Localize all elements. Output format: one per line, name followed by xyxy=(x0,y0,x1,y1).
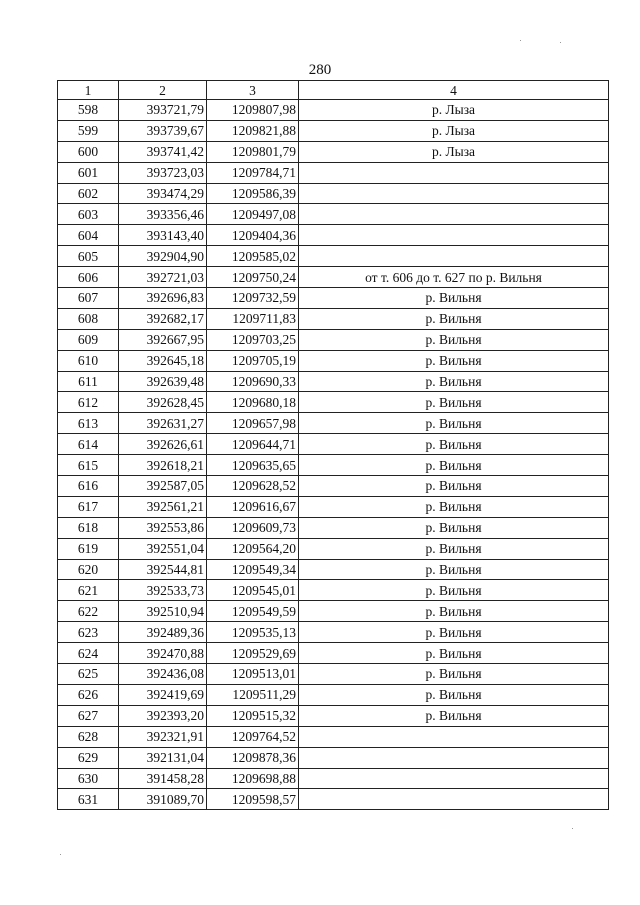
table-row xyxy=(58,789,609,810)
description-cell: р. Лыза xyxy=(299,100,609,121)
description-cell xyxy=(299,204,609,225)
x-coordinate-cell: 391089,70 xyxy=(119,789,207,810)
description-cell: р. Лыза xyxy=(299,141,609,162)
point-number-cell: 618 xyxy=(58,517,119,538)
header-col-1: 1 xyxy=(58,81,119,100)
point-number-cell: 630 xyxy=(58,768,119,789)
table-row xyxy=(58,183,609,204)
x-coordinate-cell: 392561,21 xyxy=(119,496,207,517)
table-header-row xyxy=(58,81,609,100)
x-coordinate-cell: 392551,04 xyxy=(119,538,207,559)
coordinates-table xyxy=(57,80,609,810)
y-coordinate-cell: 1209515,32 xyxy=(207,705,299,726)
y-coordinate-cell: 1209703,25 xyxy=(207,329,299,350)
point-number-cell: 617 xyxy=(58,496,119,517)
y-coordinate-cell: 1209657,98 xyxy=(207,413,299,434)
table-row xyxy=(58,162,609,183)
point-number-cell: 623 xyxy=(58,622,119,643)
y-coordinate-cell: 1209732,59 xyxy=(207,288,299,309)
point-number-cell: 607 xyxy=(58,288,119,309)
table-row xyxy=(58,768,609,789)
y-coordinate-cell: 1209801,79 xyxy=(207,141,299,162)
description-cell: р. Вильня xyxy=(299,476,609,497)
table-row xyxy=(58,476,609,497)
table-row xyxy=(58,747,609,768)
x-coordinate-cell: 392510,94 xyxy=(119,601,207,622)
table-row xyxy=(58,684,609,705)
table-row xyxy=(58,580,609,601)
point-number-cell: 608 xyxy=(58,308,119,329)
x-coordinate-cell: 392419,69 xyxy=(119,684,207,705)
x-coordinate-cell: 392470,88 xyxy=(119,643,207,664)
y-coordinate-cell: 1209549,59 xyxy=(207,601,299,622)
y-coordinate-cell: 1209497,08 xyxy=(207,204,299,225)
point-number-cell: 606 xyxy=(58,267,119,288)
x-coordinate-cell: 392436,08 xyxy=(119,664,207,685)
point-number-cell: 599 xyxy=(58,120,119,141)
y-coordinate-cell: 1209404,36 xyxy=(207,225,299,246)
table-row xyxy=(58,517,609,538)
y-coordinate-cell: 1209545,01 xyxy=(207,580,299,601)
description-cell: р. Вильня xyxy=(299,664,609,685)
description-cell xyxy=(299,183,609,204)
point-number-cell: 624 xyxy=(58,643,119,664)
description-cell: р. Вильня xyxy=(299,329,609,350)
table-row xyxy=(58,100,609,121)
x-coordinate-cell: 392639,48 xyxy=(119,371,207,392)
description-cell xyxy=(299,726,609,747)
x-coordinate-cell: 392631,27 xyxy=(119,413,207,434)
point-number-cell: 600 xyxy=(58,141,119,162)
table-row xyxy=(58,538,609,559)
table-row xyxy=(58,371,609,392)
point-number-cell: 605 xyxy=(58,246,119,267)
point-number-cell: 604 xyxy=(58,225,119,246)
header-col-4: 4 xyxy=(299,81,609,100)
point-number-cell: 612 xyxy=(58,392,119,413)
table-row xyxy=(58,496,609,517)
x-coordinate-cell: 392553,86 xyxy=(119,517,207,538)
point-number-cell: 614 xyxy=(58,434,119,455)
scan-speck xyxy=(572,828,573,829)
y-coordinate-cell: 1209750,24 xyxy=(207,267,299,288)
description-cell: р. Вильня xyxy=(299,455,609,476)
table-row xyxy=(58,726,609,747)
description-cell: р. Вильня xyxy=(299,622,609,643)
description-cell: р. Вильня xyxy=(299,350,609,371)
y-coordinate-cell: 1209513,01 xyxy=(207,664,299,685)
x-coordinate-cell: 392393,20 xyxy=(119,705,207,726)
y-coordinate-cell: 1209690,33 xyxy=(207,371,299,392)
description-cell: р. Вильня xyxy=(299,601,609,622)
table-row xyxy=(58,288,609,309)
y-coordinate-cell: 1209878,36 xyxy=(207,747,299,768)
point-number-cell: 627 xyxy=(58,705,119,726)
x-coordinate-cell: 391458,28 xyxy=(119,768,207,789)
x-coordinate-cell: 392645,18 xyxy=(119,350,207,371)
point-number-cell: 611 xyxy=(58,371,119,392)
y-coordinate-cell: 1209598,57 xyxy=(207,789,299,810)
description-cell: р. Вильня xyxy=(299,684,609,705)
point-number-cell: 615 xyxy=(58,455,119,476)
y-coordinate-cell: 1209784,71 xyxy=(207,162,299,183)
x-coordinate-cell: 393474,29 xyxy=(119,183,207,204)
x-coordinate-cell: 392544,81 xyxy=(119,559,207,580)
table-row xyxy=(58,643,609,664)
table-row xyxy=(58,350,609,371)
point-number-cell: 610 xyxy=(58,350,119,371)
table-row xyxy=(58,204,609,225)
point-number-cell: 621 xyxy=(58,580,119,601)
x-coordinate-cell: 393741,42 xyxy=(119,141,207,162)
description-cell: р. Вильня xyxy=(299,413,609,434)
point-number-cell: 631 xyxy=(58,789,119,810)
x-coordinate-cell: 392628,45 xyxy=(119,392,207,413)
y-coordinate-cell: 1209529,69 xyxy=(207,643,299,664)
table-row xyxy=(58,225,609,246)
x-coordinate-cell: 392618,21 xyxy=(119,455,207,476)
point-number-cell: 622 xyxy=(58,601,119,622)
y-coordinate-cell: 1209711,83 xyxy=(207,308,299,329)
x-coordinate-cell: 393356,46 xyxy=(119,204,207,225)
table-row xyxy=(58,267,609,288)
table-row xyxy=(58,559,609,580)
y-coordinate-cell: 1209586,39 xyxy=(207,183,299,204)
description-cell: р. Вильня xyxy=(299,434,609,455)
x-coordinate-cell: 393723,03 xyxy=(119,162,207,183)
y-coordinate-cell: 1209616,67 xyxy=(207,496,299,517)
table-row xyxy=(58,622,609,643)
table-row xyxy=(58,434,609,455)
x-coordinate-cell: 392696,83 xyxy=(119,288,207,309)
y-coordinate-cell: 1209764,52 xyxy=(207,726,299,747)
table-row xyxy=(58,455,609,476)
description-cell xyxy=(299,162,609,183)
description-cell: р. Лыза xyxy=(299,120,609,141)
x-coordinate-cell: 393739,67 xyxy=(119,120,207,141)
table-row xyxy=(58,141,609,162)
description-cell: р. Вильня xyxy=(299,392,609,413)
x-coordinate-cell: 393143,40 xyxy=(119,225,207,246)
description-cell: р. Вильня xyxy=(299,643,609,664)
point-number-cell: 601 xyxy=(58,162,119,183)
point-number-cell: 628 xyxy=(58,726,119,747)
x-coordinate-cell: 392626,61 xyxy=(119,434,207,455)
x-coordinate-cell: 392682,17 xyxy=(119,308,207,329)
description-cell xyxy=(299,246,609,267)
description-cell xyxy=(299,747,609,768)
x-coordinate-cell: 392489,36 xyxy=(119,622,207,643)
y-coordinate-cell: 1209680,18 xyxy=(207,392,299,413)
description-cell xyxy=(299,768,609,789)
y-coordinate-cell: 1209698,88 xyxy=(207,768,299,789)
point-number-cell: 598 xyxy=(58,100,119,121)
table-row xyxy=(58,601,609,622)
scan-speck xyxy=(560,42,561,43)
point-number-cell: 629 xyxy=(58,747,119,768)
table-row xyxy=(58,246,609,267)
y-coordinate-cell: 1209511,29 xyxy=(207,684,299,705)
description-cell: р. Вильня xyxy=(299,705,609,726)
x-coordinate-cell: 393721,79 xyxy=(119,100,207,121)
description-cell: р. Вильня xyxy=(299,308,609,329)
y-coordinate-cell: 1209644,71 xyxy=(207,434,299,455)
table-row xyxy=(58,413,609,434)
point-number-cell: 613 xyxy=(58,413,119,434)
x-coordinate-cell: 392667,95 xyxy=(119,329,207,350)
table-row xyxy=(58,392,609,413)
page-number: 280 xyxy=(308,62,332,78)
description-cell xyxy=(299,225,609,246)
point-number-cell: 626 xyxy=(58,684,119,705)
description-cell: р. Вильня xyxy=(299,371,609,392)
description-cell: р. Вильня xyxy=(299,496,609,517)
point-number-cell: 602 xyxy=(58,183,119,204)
header-col-3: 3 xyxy=(207,81,299,100)
table-row xyxy=(58,308,609,329)
table-row xyxy=(58,705,609,726)
x-coordinate-cell: 392131,04 xyxy=(119,747,207,768)
y-coordinate-cell: 1209549,34 xyxy=(207,559,299,580)
y-coordinate-cell: 1209585,02 xyxy=(207,246,299,267)
description-cell: р. Вильня xyxy=(299,517,609,538)
point-number-cell: 619 xyxy=(58,538,119,559)
header-col-2: 2 xyxy=(119,81,207,100)
description-cell: р. Вильня xyxy=(299,288,609,309)
y-coordinate-cell: 1209821,88 xyxy=(207,120,299,141)
x-coordinate-cell: 392321,91 xyxy=(119,726,207,747)
x-coordinate-cell: 392904,90 xyxy=(119,246,207,267)
x-coordinate-cell: 392721,03 xyxy=(119,267,207,288)
y-coordinate-cell: 1209635,65 xyxy=(207,455,299,476)
y-coordinate-cell: 1209564,20 xyxy=(207,538,299,559)
y-coordinate-cell: 1209609,73 xyxy=(207,517,299,538)
y-coordinate-cell: 1209705,19 xyxy=(207,350,299,371)
description-cell: от т. 606 до т. 627 по р. Вильня xyxy=(299,267,609,288)
table-body xyxy=(58,100,609,810)
table-row xyxy=(58,664,609,685)
point-number-cell: 616 xyxy=(58,476,119,497)
y-coordinate-cell: 1209628,52 xyxy=(207,476,299,497)
point-number-cell: 625 xyxy=(58,664,119,685)
point-number-cell: 620 xyxy=(58,559,119,580)
description-cell xyxy=(299,789,609,810)
scan-speck xyxy=(60,854,61,855)
point-number-cell: 609 xyxy=(58,329,119,350)
scan-speck xyxy=(520,40,521,41)
description-cell: р. Вильня xyxy=(299,580,609,601)
description-cell: р. Вильня xyxy=(299,559,609,580)
x-coordinate-cell: 392533,73 xyxy=(119,580,207,601)
point-number-cell: 603 xyxy=(58,204,119,225)
table-row xyxy=(58,329,609,350)
y-coordinate-cell: 1209535,13 xyxy=(207,622,299,643)
table-row xyxy=(58,120,609,141)
y-coordinate-cell: 1209807,98 xyxy=(207,100,299,121)
description-cell: р. Вильня xyxy=(299,538,609,559)
x-coordinate-cell: 392587,05 xyxy=(119,476,207,497)
